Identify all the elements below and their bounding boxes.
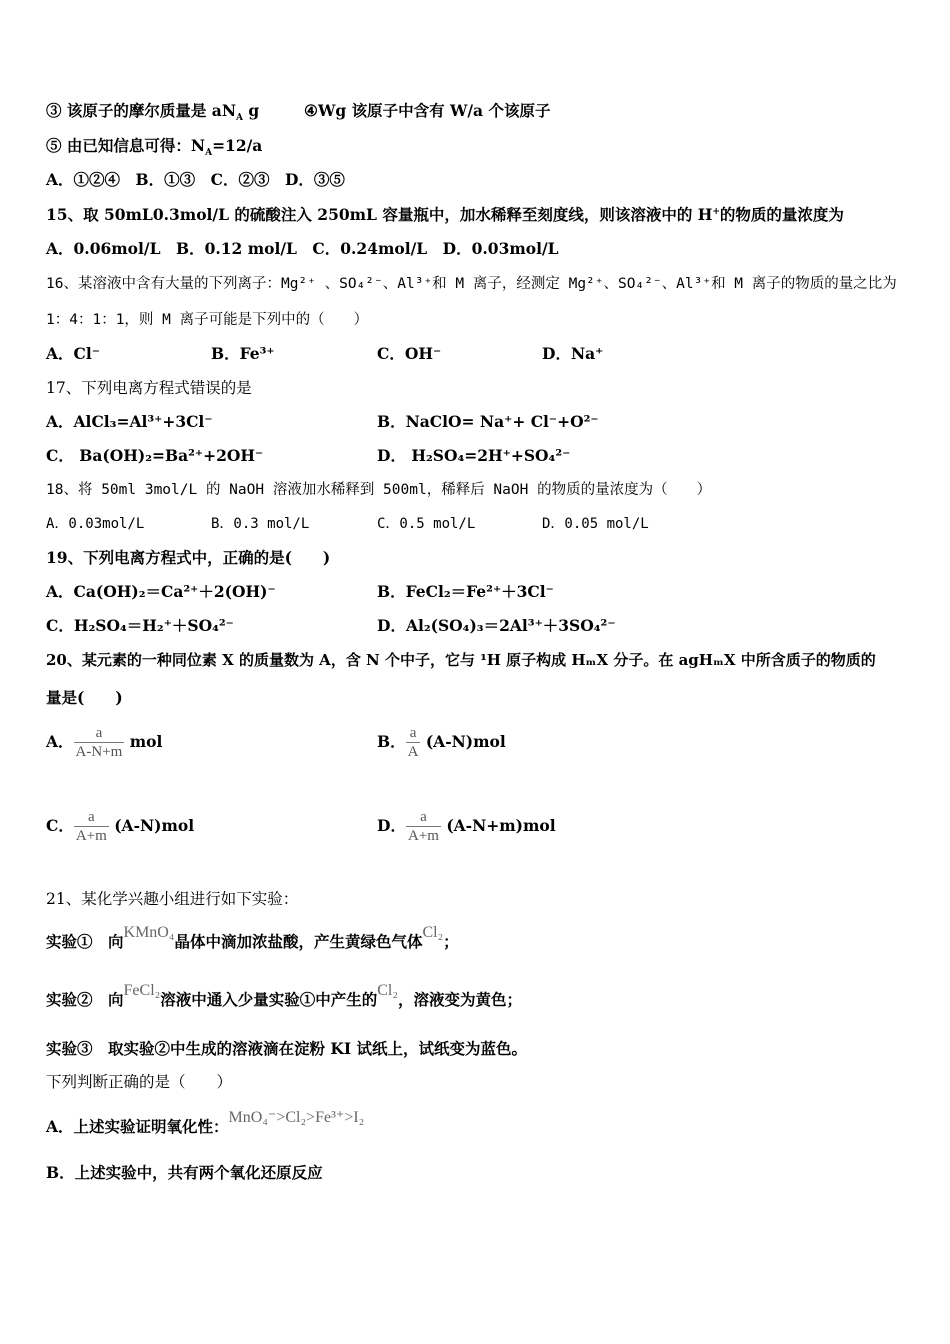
q17-option-c: C． Ba(OH)₂=Ba²⁺+2OH⁻	[46, 446, 264, 465]
q14-item4: ④Wg 该原子中含有 W/a 个该原子	[304, 101, 551, 120]
q21-experiment-2: 实验② 向FeCl₂溶液中通入少量实验①中产生的Cl₂，溶液变为黄色；	[46, 982, 522, 1009]
q16-stem-line1: 16、某溶液中含有大量的下列离子：Mg²⁺ 、SO₄²⁻、Al³⁺和 M 离子，经测定 Mg²⁺、SO₄²⁻、Al³⁺和 M 离子的物质的量之比为	[46, 276, 897, 292]
q17-option-a: A．AlCl₃=Al³⁺+3Cl⁻	[46, 412, 213, 431]
q21-option-b: B．上述实验中，共有两个氧化还原反应	[46, 1163, 323, 1182]
q20-option-b: B． $\frac{a}{A}$ (A-N)mol	[377, 725, 506, 760]
q21-option-a: A．上述实验证明氧化性：MnO₄⁻>Cl₂>Fe³⁺>I₂	[46, 1109, 365, 1136]
q20-a-fraction: $\frac{a}{A-N+m}$	[75, 725, 123, 760]
q19-stem: 19、下列电离方程式中，正确的是( )	[46, 548, 331, 567]
q18-option-b: B．0.3 mol/L	[211, 516, 310, 532]
q20-stem-line1: 20、某元素的一种同位素 X 的质量数为 A，含 N 个中子，它与 ¹H 原子构成 HₘX 分子。在 agHₘX 中所含质子的物质的	[46, 651, 876, 669]
q21-experiment-1: 实验① 向KMnO₄晶体中滴加浓盐酸，产生黄绿色气体Cl₂；	[46, 924, 459, 951]
q16-option-c: C．OH⁻	[377, 344, 442, 363]
q19-option-c: C．H₂SO₄＝H₂⁺＋SO₄²⁻	[46, 616, 234, 635]
q21-question: 下列判断正确的是（ ）	[46, 1073, 233, 1091]
q14-statement-5: ⑤ 由已知信息可得：$N_A=12/a$	[46, 136, 263, 159]
q19-option-a: A．Ca(OH)₂＝Ca²⁺＋2(OH)⁻	[46, 582, 276, 601]
q20-c-fraction: $\frac{a}{A+m}$	[75, 809, 107, 844]
q20-option-c: C． $\frac{a}{A+m}$ (A-N)mol	[46, 809, 195, 844]
q14-item3: ③ 该原子的摩尔质量是 aN	[46, 101, 237, 120]
q14-options: A．①②④ B．①③ C．②③ D．③⑤	[46, 170, 345, 189]
q16-option-a: A．Cl⁻	[46, 344, 100, 363]
q16-option-b: B．Fe³⁺	[211, 344, 275, 363]
q16-stem-line2: 1：4：1：1，则 M 离子可能是下列中的（ ）	[46, 312, 369, 328]
q20-stem-line2: 量是( )	[46, 688, 123, 707]
q18-option-d: D．0.05 mol/L	[542, 516, 649, 532]
q16-option-d: D．Na⁺	[542, 344, 604, 363]
q17-option-b: B．NaClO= Na⁺+ Cl⁻+O²⁻	[377, 412, 599, 431]
q15-stem: 15、取 50mL0.3mol/L 的硫酸注入 250mL 容量瓶中，加水稀释至刻度线，则该溶液中的 H+的物质的量浓度为	[46, 205, 844, 224]
q17-stem: 17、下列电离方程式错误的是	[46, 379, 252, 397]
q18-option-c: C．0.5 mol/L	[377, 516, 476, 532]
q19-option-b: B．FeCl₂＝Fe²⁺＋3Cl⁻	[377, 582, 554, 601]
q18-option-a: A．0.03mol/L	[46, 516, 145, 532]
q20-b-fraction: $\frac{a}{A}$	[407, 725, 419, 760]
q21-stem: 21、某化学兴趣小组进行如下实验：	[46, 890, 299, 908]
q20-option-a: A． $\frac{a}{A-N+m}$ mol	[46, 725, 163, 760]
q17-option-d: D． H₂SO₄=2H⁺+SO₄²⁻	[377, 446, 571, 465]
q15-options: A．0.06mol/L B．0.12 mol/L C．0.24mol/L D．0.03mol/L	[46, 239, 559, 258]
q20-d-fraction: $\frac{a}{A+m}$	[407, 809, 439, 844]
q18-stem: 18、将 50ml 3mol/L 的 NaOH 溶液加水稀释到 500ml，稀释后 NaOH 的物质的量浓度为（ ）	[46, 482, 712, 498]
q14-statements-3-4: ③ 该原子的摩尔质量是 $aN_A$ g ④Wg 该原子中含有 W/a 个该原子	[46, 101, 551, 124]
q19-option-d: D．Al₂(SO₄)₃＝2Al³⁺＋3SO₄²⁻	[377, 616, 616, 635]
q21-experiment-3: 实验③ 取实验②中生成的溶液滴在淀粉 KI 试纸上，试纸变为蓝色。	[46, 1039, 528, 1058]
q20-option-d: D． $\frac{a}{A+m}$ (A-N+m)mol	[377, 809, 556, 844]
